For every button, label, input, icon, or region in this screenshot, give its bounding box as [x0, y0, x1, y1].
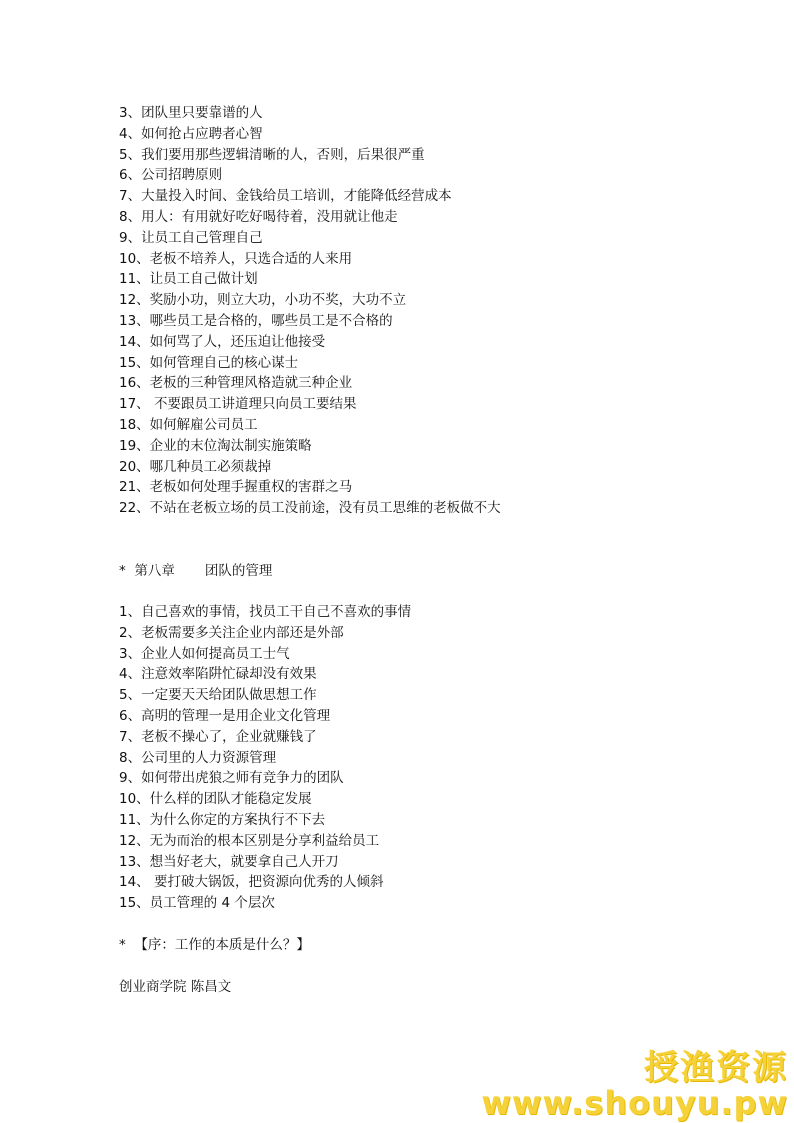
- chapter7-list-item: 13、哪些员工是合格的，哪些员工是不合格的: [119, 312, 393, 329]
- chapter8-list-item: 5、一定要天天给团队做思想工作: [119, 687, 317, 704]
- chapter7-list-item: 12、奖励小功，则立大功，小功不奖，大功不立: [119, 292, 407, 309]
- chapter7-list-item: 19、企业的末位淘汰制实施策略: [119, 437, 312, 454]
- chapter8-list-item: 10、什么样的团队才能稳定发展: [119, 791, 312, 808]
- chapter7-list-item: 3、团队里只要靠谱的人: [119, 105, 263, 121]
- chapter7-list-item: 21、老板如何处理手握重权的害群之马: [119, 479, 353, 496]
- chapter8-list-item: 9、如何带出虎狼之师有竞争力的团队: [119, 770, 344, 787]
- chapter8-list-item: 6、高明的管理一是用企业文化管理: [119, 707, 331, 724]
- chapter8-heading: * 第八章 团队的管理: [119, 563, 273, 579]
- chapter8-list-item: 12、无为而治的根本区别是分享利益给员工: [119, 832, 380, 849]
- chapter8-list-item: 1、自己喜欢的事情，找员工干自己不喜欢的事情: [119, 604, 412, 620]
- chapter7-list-item: 10、老板不培养人，只选合适的人来用: [119, 250, 353, 267]
- chapter7-list-item: 17、 不要跟员工讲道理只向员工要结果: [119, 396, 357, 413]
- chapter7-list-item: 5、我们要用那些逻辑清晰的人，否则，后果很严重: [119, 146, 425, 163]
- chapter7-list-item: 15、如何管理自己的核心谋士: [119, 354, 299, 371]
- chapter7-list-item: 9、让员工自己管理自己: [119, 229, 263, 246]
- chapter7-list-item: 20、哪几种员工必须裁掉: [119, 458, 272, 475]
- chapter7-list-item: 8、用人：有用就好吃好喝待着，没用就让他走: [119, 208, 398, 225]
- watermark-url: www.shouyu.pw: [481, 1084, 788, 1122]
- chapter8-list-item: 15、员工管理的 4 个层次: [119, 895, 275, 912]
- chapter7-list-item: 6、公司招聘原则: [119, 167, 223, 184]
- chapter7-list-item: 7、大量投入时间、金钱给员工培训，才能降低经营成本: [119, 188, 452, 205]
- chapter7-list-item: 18、如何解雇公司员工: [119, 416, 258, 433]
- chapter8-list-item: 11、为什么你定的方案执行不下去: [119, 811, 326, 828]
- chapter8-list-item: 13、想当好老大，就要拿自己人开刀: [119, 853, 339, 870]
- chapter7-list-item: 4、如何抢占应聘者心智: [119, 125, 263, 142]
- watermark-chinese: 授渔资源: [644, 1048, 788, 1088]
- author-line: 创业商学院 陈昌文: [119, 979, 232, 995]
- chapter8-item-list: [119, 602, 411, 914]
- chapter7-list-item: 22、不站在老板立场的员工没前途，没有员工思维的老板做不大: [119, 500, 501, 517]
- chapter7-list-item: 11、让员工自己做计划: [119, 271, 258, 288]
- chapter7-item-list: [119, 103, 501, 519]
- chapter7-list-item: 14、如何骂了人，还压迫让他接受: [119, 333, 326, 350]
- chapter8-list-item: 4、注意效率陷阱忙碌却没有效果: [119, 666, 317, 683]
- preface-heading: * 【序：工作的本质是什么？】: [119, 937, 310, 953]
- chapter8-list-item: 7、老板不操心了，企业就赚钱了: [119, 728, 317, 745]
- chapter8-list-item: 14、 要打破大锅饭，把资源向优秀的人倾斜: [119, 874, 384, 891]
- chapter8-list-item: 3、企业人如何提高员工士气: [119, 645, 290, 662]
- chapter7-list-item: 16、老板的三种管理风格造就三种企业: [119, 375, 353, 392]
- chapter8-list-item: 8、公司里的人力资源管理: [119, 749, 277, 766]
- chapter8-list-item: 2、老板需要多关注企业内部还是外部: [119, 624, 344, 641]
